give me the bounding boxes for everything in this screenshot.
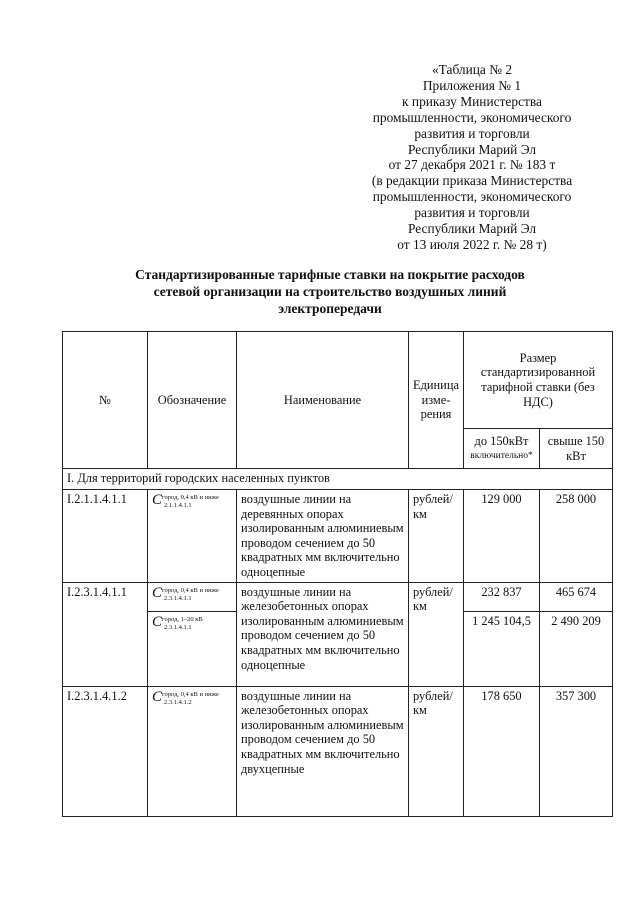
- rate-upto-150: 232 837: [464, 582, 540, 611]
- tariff-table: [62, 331, 613, 817]
- row-unit: рублей/ км: [409, 582, 464, 686]
- header-upto-150: [464, 429, 540, 469]
- row-code: I.2.3.1.4.1.1: [63, 582, 148, 686]
- symbol-subscript: 2.3.1.4.1.1: [164, 623, 192, 631]
- table-row: [63, 582, 613, 611]
- header-line: Республики Марий Эл: [407, 141, 537, 157]
- document-title: [110, 266, 550, 317]
- header-line: промышленности, экономического: [372, 109, 572, 125]
- rate-upto-150: 129 000: [464, 490, 540, 583]
- header-upto-label: до 150кВт: [474, 433, 529, 448]
- header-line: промышленности, экономического: [372, 189, 572, 205]
- title-line: сетевой организации на строительство воздушных линий: [153, 284, 507, 299]
- header-line: развития и торговли: [414, 205, 530, 221]
- symbol-superscript: город, 0,4 кВ и ниже: [162, 690, 219, 698]
- symbol-subscript: 2.1.1.4.1.1: [164, 502, 192, 509]
- row-code: I.2.1.1.4.1.1: [63, 490, 148, 583]
- header-upto-note: включительно*: [470, 450, 533, 461]
- section-title: I. Для территорий городских населенных пунктов: [63, 469, 613, 490]
- symbol-subscript: 2.3.1.4.1.1: [164, 594, 192, 602]
- title-line: Стандартизированные тарифные ставки на покрытие расходов: [135, 267, 525, 282]
- rate-over-150: 465 674: [540, 582, 613, 611]
- symbol-subscript: 2.3.1.4.1.2: [164, 698, 192, 706]
- header-line: Республики Марий Эл: [407, 221, 537, 237]
- table-header-row: [63, 332, 613, 429]
- header-num: №: [63, 332, 148, 469]
- row-symbol: $C^{город, 1-20 кВ}$ 2.3.1.4.1.1: [148, 611, 237, 686]
- row-unit: рублей/ км: [409, 490, 464, 583]
- rate-over-150: 2 490 209: [540, 611, 613, 686]
- header-line: к приказу Министерства: [402, 93, 542, 109]
- rate-over-150: 357 300: [540, 686, 613, 816]
- header-line: Приложения № 1: [422, 77, 522, 93]
- rate-over-150: 258 000: [540, 490, 613, 583]
- table-row: [63, 686, 613, 816]
- table-row: [63, 490, 613, 583]
- rate-upto-150: 178 650: [464, 686, 540, 816]
- header-line: (в редакции приказа Министерства: [371, 173, 573, 189]
- row-symbol: $C^{город, 0,4 кВ и ниже}$ 2.3.1.4.1.1: [148, 582, 237, 611]
- symbol-superscript: город, 1–20 кВ: [162, 615, 203, 623]
- header-line: «Таблица № 2: [431, 62, 513, 77]
- row-name: воздушные линии на железобетонных опорах изолированным алюминиевым проводом сечением до 50 квадратных мм включительно двухцепные: [237, 686, 409, 816]
- header-rate-group: Размер стандартизированной тарифной ставки (без НДС): [464, 332, 613, 429]
- row-name: воздушные линии на деревянных опорах изолированным алюминиевым проводом сечением до 50 квадратных мм включительно одноцепные: [237, 490, 409, 583]
- row-unit: рублей/ км: [409, 686, 464, 816]
- header-line: от 27 декабря 2021 г. № 183 т: [388, 157, 556, 173]
- header-unit: Единица изме-рения: [409, 332, 464, 469]
- section-row: [63, 469, 613, 490]
- row-symbol: $C^{город, 0,4 кВ и ниже}$ 2.3.1.4.1.2: [148, 686, 237, 816]
- rate-upto-150: 1 245 104,5: [464, 611, 540, 686]
- header-designation: Обозначение: [148, 332, 237, 469]
- header-line: развития и торговли: [414, 125, 530, 141]
- order-reference-header: [340, 62, 604, 253]
- symbol-superscript: город, 0,4 кВ и ниже: [162, 586, 219, 594]
- symbol-superscript: город, 0,4 кВ и ниже: [162, 494, 219, 501]
- header-over-150: свыше 150 кВт: [540, 429, 613, 469]
- row-code: I.2.3.1.4.1.2: [63, 686, 148, 816]
- header-name: Наименование: [237, 332, 409, 469]
- header-line: от 13 июля 2022 г. № 28 т): [397, 236, 547, 252]
- row-name: воздушные линии на железобетонных опорах изолированным алюминиевым проводом сечением до 50 квадратных мм включительно одноцепные: [237, 582, 409, 686]
- title-line: электропередачи: [278, 301, 382, 316]
- row-symbol: $C^{город, 0,4 кВ и ниже}$ 2.1.1.4.1.1: [148, 490, 237, 583]
